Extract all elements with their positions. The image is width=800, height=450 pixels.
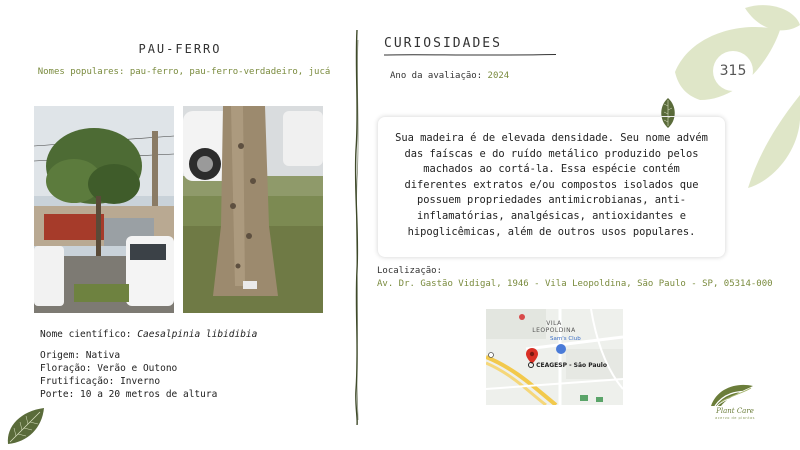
description-text: Sua madeira é de elevada densidade. Seu nome advém das faíscas e do ruído metálico produzido pelos machados ao cortá-la. Essa espécie contém diferentes extratos e/ou compostos isolados que possuem propriedades antimicrobianas, anti-inflamatórias, analgésicas, antioxidantes e hipoglicêmicas, além de outros usos populares.	[395, 132, 708, 238]
popular-names-value: pau-ferro, pau-ferro-verdadeiro, jucá	[129, 67, 331, 77]
scientific-name	[40, 328, 257, 341]
popular-names	[0, 67, 368, 77]
scientific-value: Caesalpinia libidibia	[137, 329, 258, 340]
species-number-badge: 315	[713, 51, 753, 91]
map-pin-label	[528, 362, 607, 369]
year-value: 2024	[487, 71, 510, 81]
scientific-label: Nome científico:	[40, 329, 132, 340]
plant-title: PAU-FERRO	[138, 42, 222, 56]
leaf-icon	[6, 406, 46, 446]
popular-names-label: Nomes populares:	[37, 67, 125, 77]
year-label: Ano da avaliação:	[390, 71, 483, 81]
vertical-divider	[350, 30, 364, 425]
map-store: Sam's Club	[550, 336, 581, 342]
flowering-text: Floração: Verão e Outono	[40, 363, 178, 374]
location-label: Localização:	[377, 266, 443, 276]
location-map[interactable]	[486, 309, 623, 405]
plant-facts	[40, 349, 217, 401]
curiosities-heading: CURIOSIDADES	[384, 36, 502, 51]
tree-photo	[34, 106, 174, 313]
brand-name: Plant Care	[716, 407, 754, 415]
size-text: Porte: 10 a 20 metros de altura	[40, 389, 218, 400]
evaluation-year	[390, 71, 509, 81]
description-card	[377, 116, 726, 258]
fruiting-text: Frutificação: Inverno	[40, 376, 161, 387]
trunk-photo	[183, 106, 323, 313]
map-pin-text: CEAGESP - São Paulo	[536, 362, 607, 369]
heading-underline	[384, 53, 556, 57]
brand-tagline: acervo de plantas	[715, 416, 755, 420]
origin-text: Origem: Nativa	[40, 350, 121, 361]
location-address: Av. Dr. Gastão Vidigal, 1946 - Vila Leopoldina, São Paulo - SP, 05314-000	[377, 279, 773, 289]
map-district: VILA LEOPOLDINA	[532, 320, 576, 334]
